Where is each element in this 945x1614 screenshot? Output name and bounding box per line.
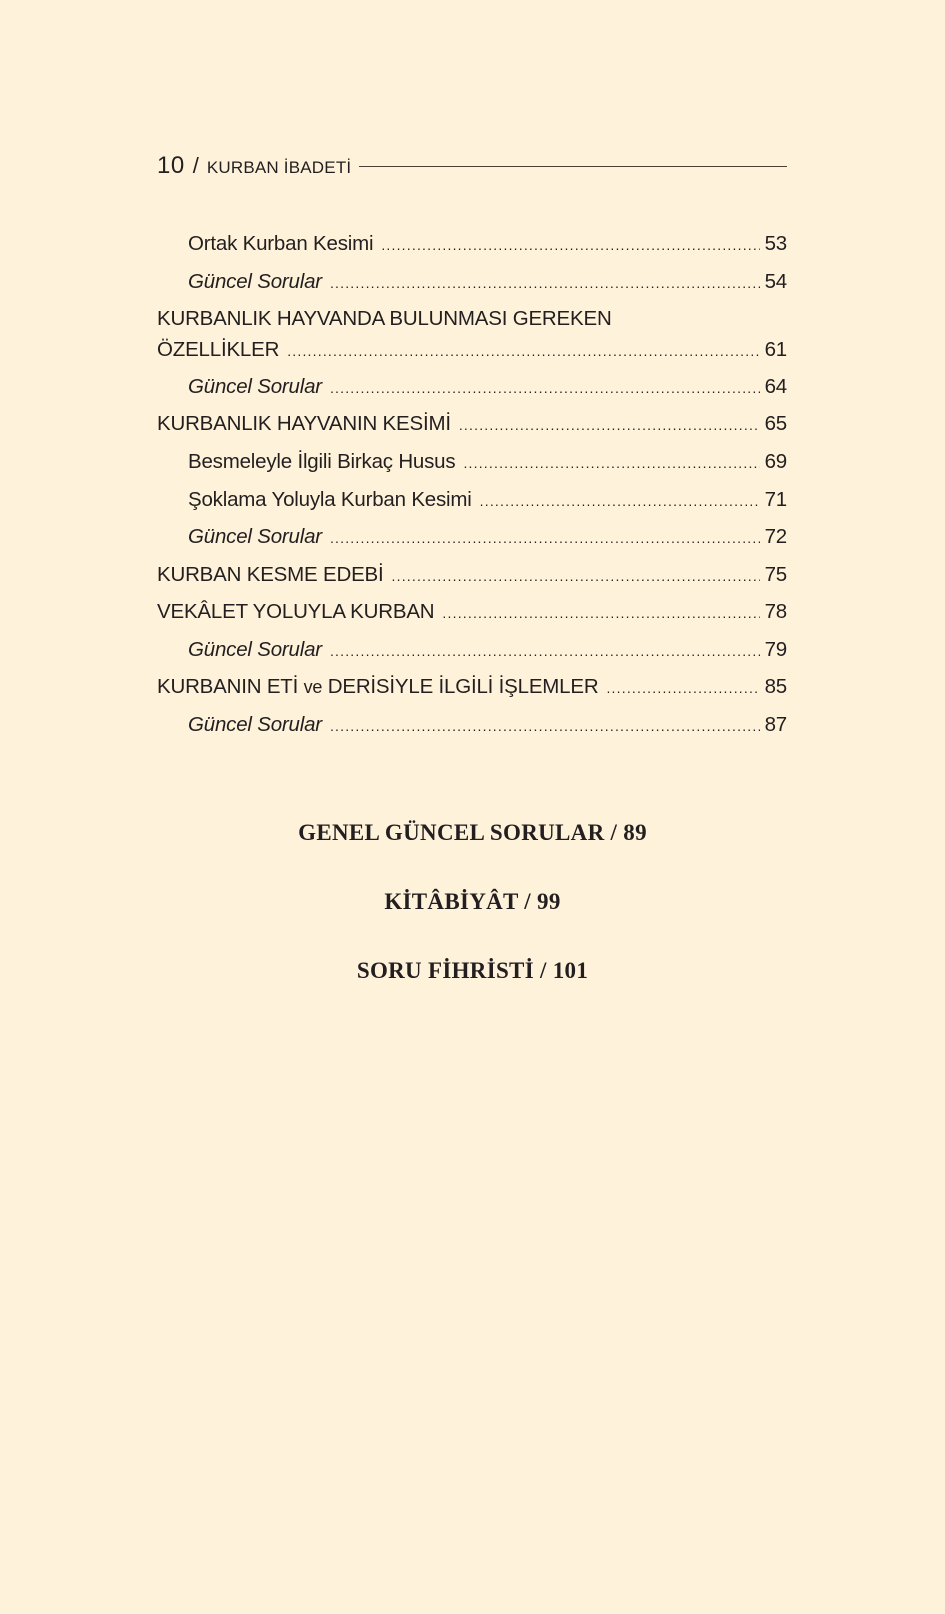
header-rule xyxy=(359,166,787,167)
toc-entry-page: 75 xyxy=(764,563,787,586)
toc-entry-page: 64 xyxy=(764,375,787,398)
header-separator: / xyxy=(192,153,199,178)
toc-entry[interactable] xyxy=(188,525,787,555)
dot-leader xyxy=(381,237,759,253)
label-part: DERİSİYLE İLGİLİ İŞLEMLER xyxy=(322,675,599,698)
dot-leader xyxy=(287,343,759,359)
toc-entry-label: KURBAN KESME EDEBİ xyxy=(157,563,384,586)
dot-leader xyxy=(330,643,760,659)
toc-entry[interactable] xyxy=(188,488,787,518)
toc-entry[interactable] xyxy=(188,450,787,480)
toc-entry[interactable] xyxy=(188,375,787,405)
toc-entry[interactable] xyxy=(157,307,787,337)
toc-entry[interactable] xyxy=(157,563,787,593)
dot-leader xyxy=(392,568,760,584)
toc-entry[interactable] xyxy=(157,412,787,442)
toc-entry-label: KURBANLIK HAYVANIN KESİMİ xyxy=(157,412,451,435)
toc-entry-label xyxy=(157,675,598,699)
section-genel-guncel-sorular[interactable]: GENEL GÜNCEL SORULAR / 89 xyxy=(298,820,647,845)
toc-entry-page: 72 xyxy=(764,525,787,548)
dot-leader xyxy=(606,680,759,696)
toc-entry-label: Şoklama Yoluyla Kurban Kesimi xyxy=(188,488,472,511)
toc-entry-page: 61 xyxy=(764,338,787,361)
section-kitabiyat[interactable]: KİTÂBİYÂT / 99 xyxy=(384,889,561,914)
toc-entry-page: 69 xyxy=(764,450,787,473)
toc-entry[interactable] xyxy=(157,675,787,705)
toc-entry-page: 78 xyxy=(764,600,787,623)
dot-leader xyxy=(459,417,760,433)
toc-entry[interactable] xyxy=(188,232,787,262)
toc-entry-label: Güncel Sorular xyxy=(188,713,322,736)
dot-leader xyxy=(330,718,760,734)
toc-entry-page: 65 xyxy=(764,412,787,435)
dot-leader xyxy=(330,530,760,546)
toc-entry-page: 87 xyxy=(764,713,787,736)
toc-entry[interactable] xyxy=(188,270,787,300)
toc-entry-page: 85 xyxy=(764,675,787,698)
toc-entry-label: VEKÂLET YOLUYLA KURBAN xyxy=(157,600,435,623)
toc-entry-label: Güncel Sorular xyxy=(188,375,322,398)
running-header xyxy=(157,152,787,182)
toc-entry-label: ÖZELLİKLER xyxy=(157,338,280,361)
label-part: KURBANIN ETİ xyxy=(157,675,304,698)
dot-leader xyxy=(442,605,759,621)
dot-leader xyxy=(330,275,760,291)
toc-entry-label: KURBANLIK HAYVANDA BULUNMASI GEREKEN xyxy=(157,307,612,330)
dot-leader xyxy=(330,380,760,396)
toc-entry-page: 71 xyxy=(764,488,787,511)
toc-entry-page: 53 xyxy=(764,232,787,255)
toc-entry-label: Besmeleyle İlgili Birkaç Husus xyxy=(188,450,456,473)
page-number: 10 xyxy=(157,152,185,179)
toc-entry[interactable] xyxy=(188,713,787,743)
toc-entry[interactable] xyxy=(157,338,787,368)
toc-entry-label: Güncel Sorular xyxy=(188,270,322,293)
toc-entry[interactable] xyxy=(157,600,787,630)
toc-entry-page: 54 xyxy=(764,270,787,293)
book-title: KURBAN İBADETİ xyxy=(206,158,352,177)
toc-entry-label: Güncel Sorular xyxy=(188,525,322,548)
dot-leader xyxy=(463,455,759,471)
toc-entry-label: Güncel Sorular xyxy=(188,638,322,661)
toc-entry-page: 79 xyxy=(764,638,787,661)
section-soru-fihristi[interactable]: SORU FİHRİSTİ / 101 xyxy=(356,958,589,983)
label-part-lowercase: ve xyxy=(303,677,323,697)
toc-entry[interactable] xyxy=(188,638,787,668)
toc-entry-label: Ortak Kurban Kesimi xyxy=(188,232,374,255)
dot-leader xyxy=(480,493,760,509)
